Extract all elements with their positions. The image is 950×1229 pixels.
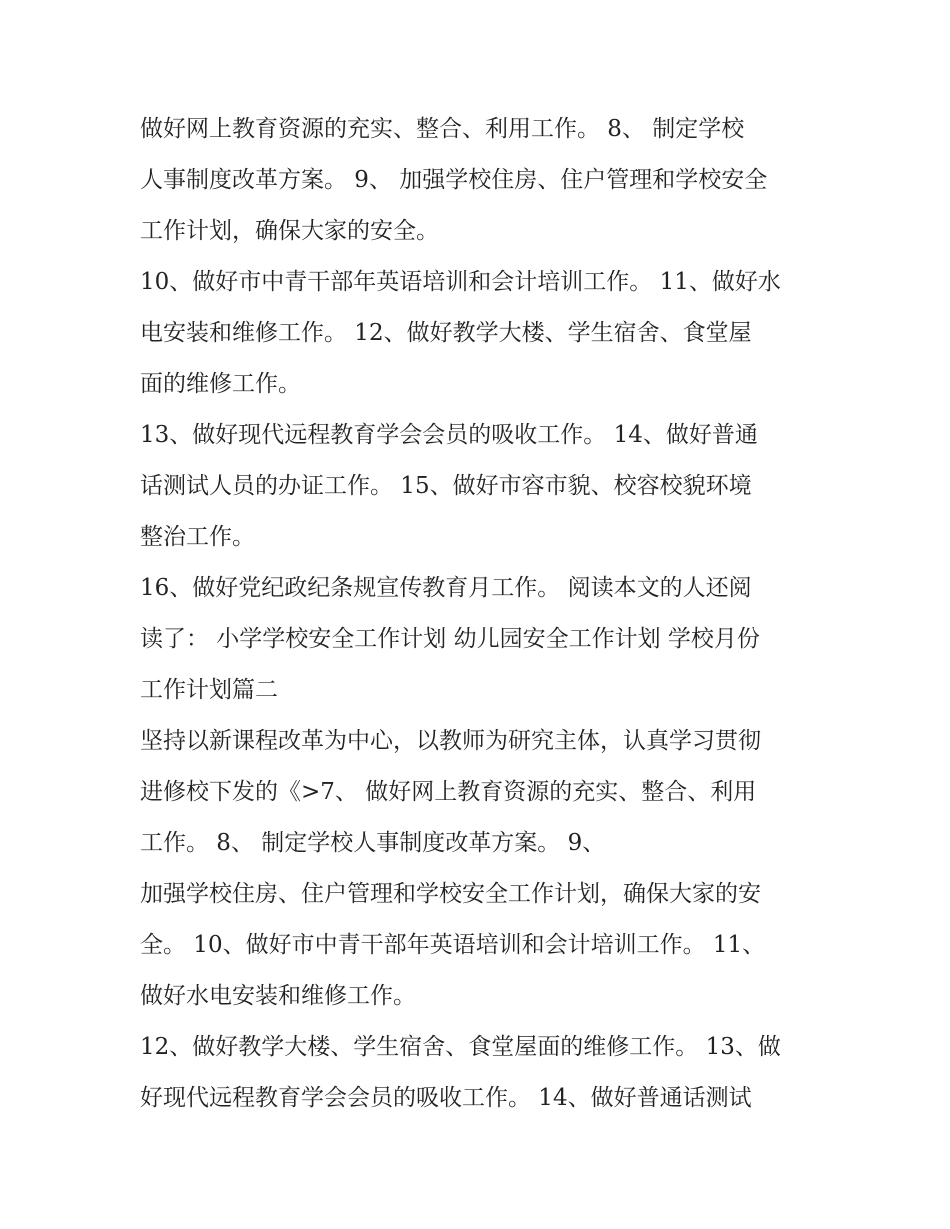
text-line: 12、做好教学大楼、学生宿舍、食堂屋面的维修工作。 13、做	[140, 1034, 781, 1060]
text-line: 16、做好党纪政纪条规宣传教育月工作。 阅读本文的人还阅	[140, 575, 752, 601]
text-line: 人事制度改革方案。 9、 加强学校住房、住户管理和学校安全	[140, 167, 768, 193]
text-line: 全。 10、做好市中青干部年英语培训和会计培训工作。 11、	[140, 932, 766, 958]
text-line: 读了： 小学学校安全工作计划 幼儿园安全工作计划 学校月份	[140, 626, 760, 652]
text-line: 坚持以新课程改革为中心，以教师为研究主体，认真学习贯彻	[140, 728, 761, 754]
text-line: 进修校下发的《>7、 做好网上教育资源的充实、整合、利用	[140, 779, 757, 805]
text-line: 13、做好现代远程教育学会会员的吸收工作。 14、做好普通	[140, 422, 758, 448]
text-line: 工作计划篇二	[140, 677, 278, 703]
text-line: 做好网上教育资源的充实、整合、利用工作。 8、 制定学校	[140, 116, 745, 142]
text-line: 工作。 8、 制定学校人事制度改革方案。 9、	[140, 830, 606, 856]
text-line: 话测试人员的办证工作。 15、做好市容市貌、校容校貌环境	[140, 473, 752, 499]
text-line: 整治工作。	[140, 524, 255, 550]
document-text-body	[140, 104, 830, 1124]
text-line: 加强学校住房、住户管理和学校安全工作计划，确保大家的安	[140, 881, 761, 907]
text-line: 电安装和维修工作。 12、做好教学大楼、学生宿舍、食堂屋	[140, 320, 752, 346]
text-line: 工作计划，确保大家的安全。	[140, 218, 439, 244]
text-line: 面的维修工作。	[140, 371, 301, 397]
text-line: 做好水电安装和维修工作。	[140, 983, 416, 1009]
text-line: 10、做好市中青干部年英语培训和会计培训工作。 11、做好水	[140, 269, 781, 295]
text-line: 好现代远程教育学会会员的吸收工作。 14、做好普通话测试	[140, 1085, 752, 1111]
